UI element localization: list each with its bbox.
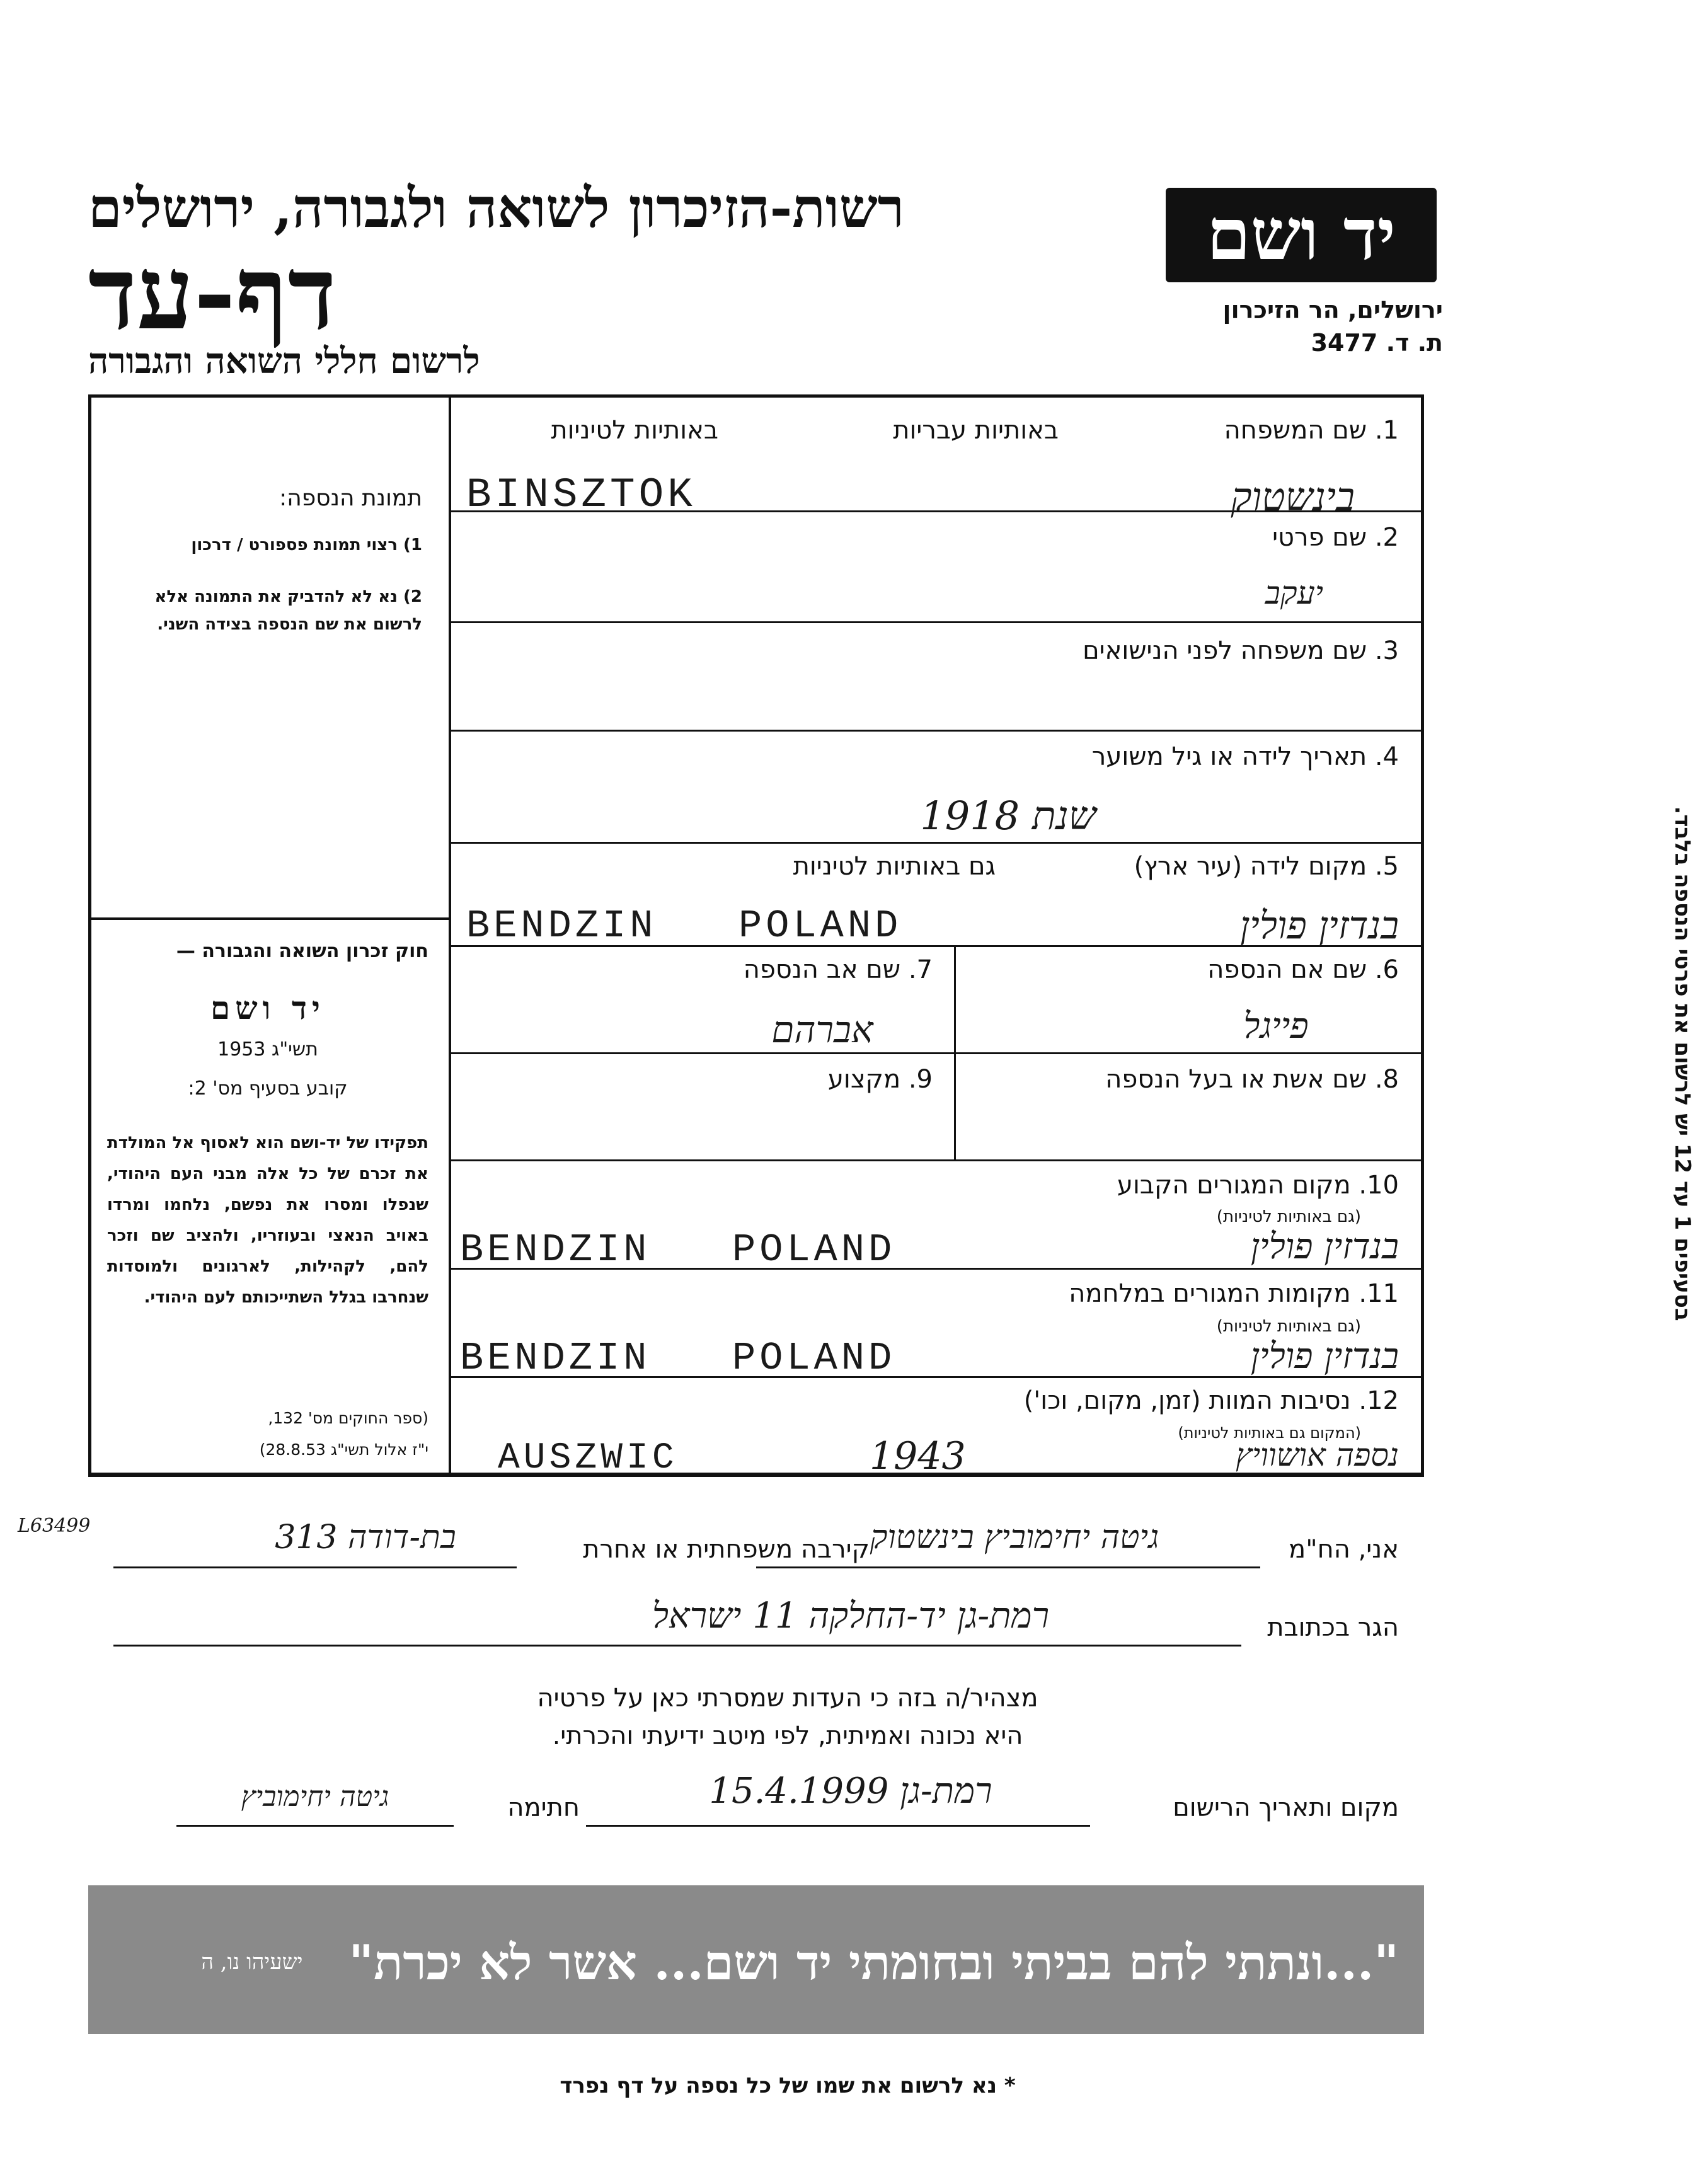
field-5-latin-value[interactable]: BENDZIN POLAND [466, 904, 902, 948]
field-2-value[interactable]: יעקב [1265, 575, 1323, 611]
field-6-label: 6. שם אם הנספה [1207, 955, 1399, 984]
place-date-label: מקום ותאריך הרישום [1173, 1793, 1399, 1822]
address-line-2: ת. ד. 3477 [1311, 329, 1443, 357]
field-12-year-value[interactable]: 1943 [870, 1434, 966, 1478]
banner-source: ישעיהו נו, ה [201, 1950, 303, 1975]
form-title: דף-עד [88, 234, 336, 352]
law-box-citation-2: י"ז אלול תשי"ג 28.8.53) [259, 1440, 428, 1459]
field-5-label: 5. מקום לידה (עיר ארץ) [1134, 852, 1399, 881]
banner-quote: "...ונתתי להם בביתי ובחומתי יד ושם... אשר לא יכרת" [348, 1934, 1399, 1991]
field-4-value[interactable]: שנת 1918 [920, 793, 1096, 839]
photo-box-item-2: 2) נא לא להדביק את התמונה אלא לרשום את שם הנספה בצידה השני. [154, 587, 422, 634]
photo-law-separator [88, 917, 450, 920]
declaration-name-line [756, 1566, 1260, 1568]
margin-note: L63499 [18, 1515, 91, 1537]
field-10-label: 10. מקום המגורים הקבוע [1117, 1171, 1399, 1200]
left-column-divider [449, 394, 451, 1476]
declaration-name-value[interactable]: גיטה יחימוביץ בינשטוק [870, 1519, 1159, 1556]
statement-line-1: מצהיר/ה בזה כי העדות שמסרתי כאן על פרטיה [537, 1684, 1038, 1713]
authority-title: רשות-הזיכרון לשואה ולגבורה, ירושלים [88, 176, 904, 240]
row-rule-8 [449, 1052, 1424, 1054]
field-6-value[interactable]: פייגל [1243, 1006, 1309, 1047]
field-7-label: 7. שם אב הנספה [743, 955, 933, 984]
relation-line [113, 1566, 517, 1568]
law-box-heading: חוק זכרון השואה והגבורה — [176, 940, 428, 962]
field-11-hebrew-value[interactable]: בנדזין פולין [1250, 1336, 1399, 1377]
law-box-year: תשי"ג 1953 [217, 1038, 318, 1060]
field-7-value[interactable]: אברהם [771, 1008, 873, 1051]
field-5-latin-note: גם באותיות לטיניות [793, 852, 996, 881]
field-11-latin-value[interactable]: BENDZIN POLAND [460, 1336, 896, 1381]
place-date-line [586, 1825, 1090, 1827]
field-11-label: 11. מקומות המגורים במלחמה [1069, 1279, 1399, 1308]
yad-vashem-logo: יד ושם [1166, 188, 1437, 282]
hebrew-letters-label: באותיות עבריות [893, 416, 1059, 445]
field-1-latin-value[interactable]: BINSZTOK [466, 471, 696, 519]
field-2-label: 2. שם פרטי [1272, 523, 1399, 552]
form-subtitle: לרשום חללי השואה והגבורה [88, 340, 480, 382]
row-rule-3 [449, 621, 1424, 623]
field-3-label: 3. שם משפחה לפני הנישואים [1083, 636, 1399, 665]
field-1-label: 1. שם המשפחה [1224, 416, 1399, 445]
law-box-section: קובע בסעיף מס' 2: [188, 1078, 348, 1100]
declaration-prefix: אני, הח"מ [1289, 1535, 1399, 1564]
address-line-1: ירושלים, הר הזיכרון [1222, 296, 1443, 324]
field-10-hebrew-value[interactable]: בנדזין פולין [1250, 1226, 1399, 1267]
relation-value[interactable]: בת-דודה 313 [275, 1519, 456, 1556]
signature-value[interactable]: גיטה יחימוביץ [241, 1781, 389, 1813]
photo-box-item-1: 1) רצוי תמונת פספורט / דרכון [191, 536, 422, 555]
field-4-label: 4. תאריך לידה או גיל משוער [1091, 742, 1399, 771]
mid-column-divider [954, 945, 956, 1159]
row-rule-5 [449, 842, 1424, 844]
latin-letters-label: באותיות לטיניות [551, 416, 718, 445]
field-10-note: (גם באותיות לטיניות) [1216, 1207, 1361, 1226]
address-label: הגר בכתובת [1267, 1613, 1399, 1642]
row-rule-10 [449, 1159, 1424, 1161]
statement-line-2: היא נכונה ואמיתית, לפי מיטב ידיעתי והכרתי. [552, 1721, 1023, 1750]
field-12-note: (המקום גם באותיות לטיניות) [1178, 1424, 1361, 1442]
side-note: בסעיפים 1 עד 12 יש לרשום את פרטי הנספה בלבד. [1670, 806, 1695, 1321]
footer-note: * נא לרשום את שמו של כל נספה על דף נפרד [560, 2073, 1016, 2098]
field-11-note: (גם באותיות לטיניות) [1216, 1317, 1361, 1336]
relation-label: קירבה משפחתית או אחרת [583, 1535, 870, 1564]
field-5-hebrew-value[interactable]: בנדזין פולין [1239, 904, 1399, 948]
field-1-hebrew-value[interactable]: בינשטוק [1231, 474, 1355, 520]
address-line [113, 1645, 1241, 1647]
law-box-body: תפקידו של יד-ושם הוא לאסוף אל המולדת את זכרם של כל אלה מבני העם היהודי, שנפלו ומסרו את נפשם, נלחמו ומרדו באויב הנאצי ובעוזריו, ולהציב שם וזכר להם, לקהילות, לארגונים ולמוסדות שנחרבו בגלל השתייכותם לעם היהודי. [107, 1134, 428, 1307]
address-value[interactable]: רמת-גן יד-החלקה 11 ישראל [652, 1595, 1050, 1636]
signature-line [176, 1825, 454, 1827]
fields-bottom-rule [88, 1474, 1424, 1477]
field-12-hebrew-value[interactable]: נספה אושוויץ [1235, 1437, 1399, 1473]
law-box-citation-1: (ספר החוקים מס' 132, [268, 1409, 428, 1427]
law-box-title: יד ושם [210, 989, 325, 1026]
field-9-label: 9. מקצוע [827, 1065, 933, 1094]
place-date-value[interactable]: רמת-גן 15.4.1999 [709, 1771, 992, 1812]
field-12-latin-value[interactable]: AUSZWIC [498, 1438, 678, 1479]
field-12-label: 12. נסיבות המוות (זמן, מקום, וכו') [1023, 1386, 1399, 1415]
signature-label: חתימה [507, 1793, 580, 1822]
field-10-latin-value[interactable]: BENDZIN POLAND [460, 1227, 896, 1272]
photo-box-title: תמונת הנספה: [279, 485, 422, 511]
field-8-label: 8. שם אשת או בעל הנספה [1105, 1065, 1399, 1094]
row-rule-4 [449, 730, 1424, 732]
